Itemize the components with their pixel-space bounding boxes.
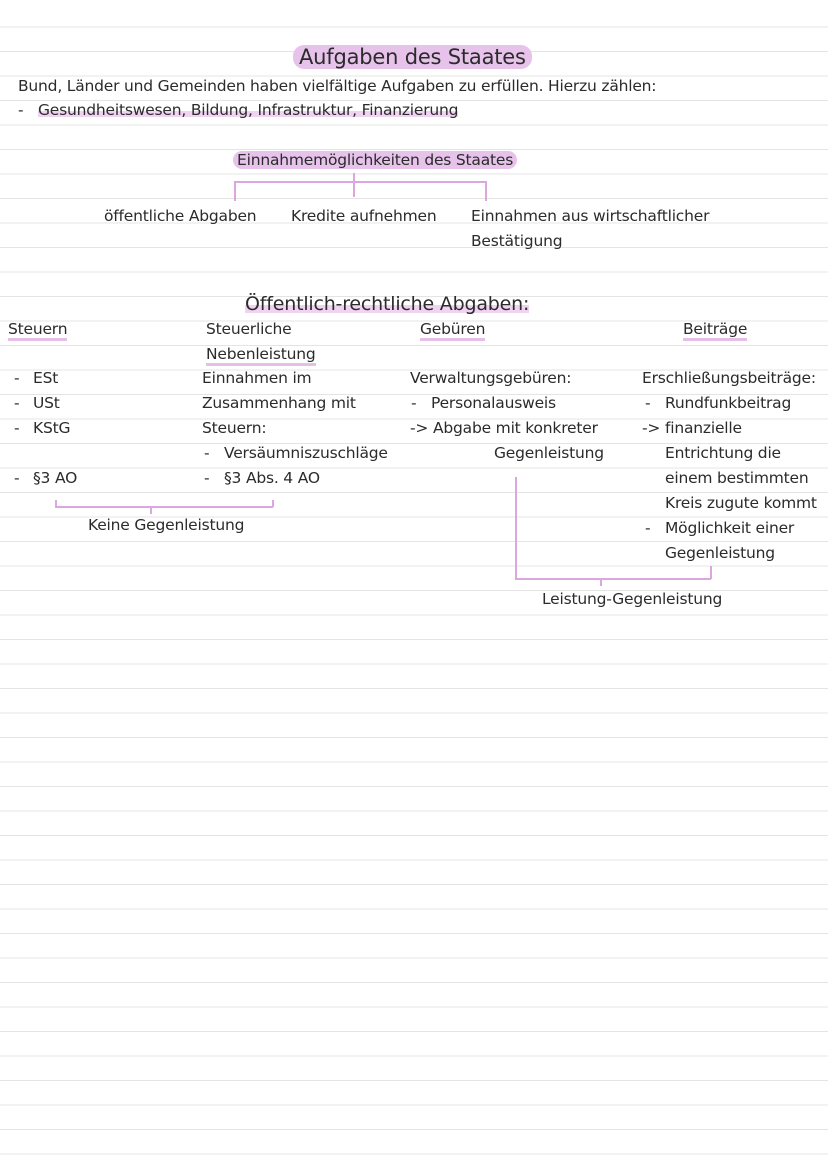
beitraege-line-3: finanzielle <box>665 419 742 437</box>
beitraege-label-text: Beiträge <box>683 320 747 341</box>
beitraege-line-5: einem bestimmten <box>665 469 809 487</box>
nebenleistung-label-1: Steuerliche <box>206 320 292 338</box>
nebenleistung-dash-1: - <box>204 444 210 462</box>
beitraege-line-2: Rundfunkbeitrag <box>665 394 792 412</box>
intro-text: Bund, Länder und Gemeinden haben vielfältige Aufgaben zu erfüllen. Hierzu zählen: <box>18 77 657 95</box>
nebenleistung-line-3: Steuern: <box>202 419 267 437</box>
nebenleistung-line-1: Einnahmen im <box>202 369 312 387</box>
nebenleistung-dash-2: - <box>204 469 210 487</box>
beitraege-line-4: Entrichtung die <box>665 444 781 462</box>
einnahme-wirtschaft-2: Bestätigung <box>471 232 563 250</box>
bracket-right <box>272 500 274 507</box>
steuern-dash-3: - <box>14 419 20 437</box>
nebenleistung-line-5: §3 Abs. 4 AO <box>224 469 320 487</box>
steuern-item-ao: §3 AO <box>33 469 78 487</box>
connector-beitraege <box>710 566 712 579</box>
beitraege-dash-1: - <box>645 394 651 412</box>
steuern-label <box>8 318 67 340</box>
gebuehren-line-4: Gegenleistung <box>494 444 604 462</box>
beitraege-arrow: -> <box>642 419 661 437</box>
beitraege-line-7: Möglichkeit einer <box>665 519 795 537</box>
abgaben-heading <box>245 293 529 315</box>
beitraege-dash-2: - <box>645 519 651 537</box>
connector-leistung-bar <box>515 578 711 580</box>
steuern-label-text: Steuern <box>8 320 67 341</box>
connector-leistung-center <box>600 578 602 586</box>
beitraege-line-8: Gegenleistung <box>665 544 775 562</box>
gebuehren-arrow: -> <box>410 419 429 437</box>
bracket-left <box>55 500 57 507</box>
gebuehren-label-text: Gebüren <box>420 320 485 341</box>
abgaben-heading-text: Öffentlich-rechtliche Abgaben: <box>245 293 530 315</box>
nebenleistung-label-2-text: Nebenleistung <box>206 345 316 366</box>
intro-dash: - <box>18 101 24 119</box>
steuern-item-ust: USt <box>33 394 60 412</box>
connector-right <box>485 181 487 201</box>
einnahmen-heading <box>233 149 517 171</box>
steuern-dash-2: - <box>14 394 20 412</box>
beitraege-label <box>683 318 747 340</box>
page-title-text: Aufgaben des Staates <box>293 45 532 69</box>
nebenleistung-line-2: Zusammenhang mit <box>202 394 356 412</box>
page-title <box>293 46 532 68</box>
nebenleistung-line-4: Versäumniszuschläge <box>224 444 388 462</box>
connector-bar <box>234 181 486 183</box>
gebuehren-line-3: Abgabe mit konkreter <box>433 419 598 437</box>
keine-gegenleistung: Keine Gegenleistung <box>88 516 245 534</box>
steuern-dash-4: - <box>14 469 20 487</box>
einnahme-abgaben: öffentliche Abgaben <box>104 207 257 225</box>
gebuehren-line-1: Verwaltungsgebüren: <box>410 369 572 387</box>
gebuehren-line-2: Personalausweis <box>431 394 556 412</box>
einnahmen-heading-text: Einnahmemöglichkeiten des Staates <box>233 151 517 169</box>
intro-bullet <box>38 99 458 121</box>
leistung-gegenleistung: Leistung-Gegenleistung <box>542 590 723 608</box>
connector-left <box>234 181 236 201</box>
nebenleistung-label-2 <box>206 343 316 365</box>
beitraege-line-1: Erschließungsbeiträge: <box>642 369 816 387</box>
gebuehren-dash-1: - <box>411 394 417 412</box>
einnahme-wirtschaft-1: Einnahmen aus wirtschaftlicher <box>471 207 710 225</box>
intro-bullet-text: Gesundheitswesen, Bildung, Infrastruktur, Finanzierung <box>38 101 459 119</box>
einnahme-kredite: Kredite aufnehmen <box>291 207 437 225</box>
steuern-dash-1: - <box>14 369 20 387</box>
bracket-keine-gegenleistung <box>55 506 273 508</box>
gebuehren-label <box>420 318 485 340</box>
bracket-center <box>150 506 152 514</box>
steuern-item-est: ESt <box>33 369 59 387</box>
beitraege-line-6: Kreis zugute kommt <box>665 494 817 512</box>
connector-center <box>353 173 355 197</box>
connector-gebuehren <box>515 477 517 579</box>
steuern-item-kstg: KStG <box>33 419 71 437</box>
